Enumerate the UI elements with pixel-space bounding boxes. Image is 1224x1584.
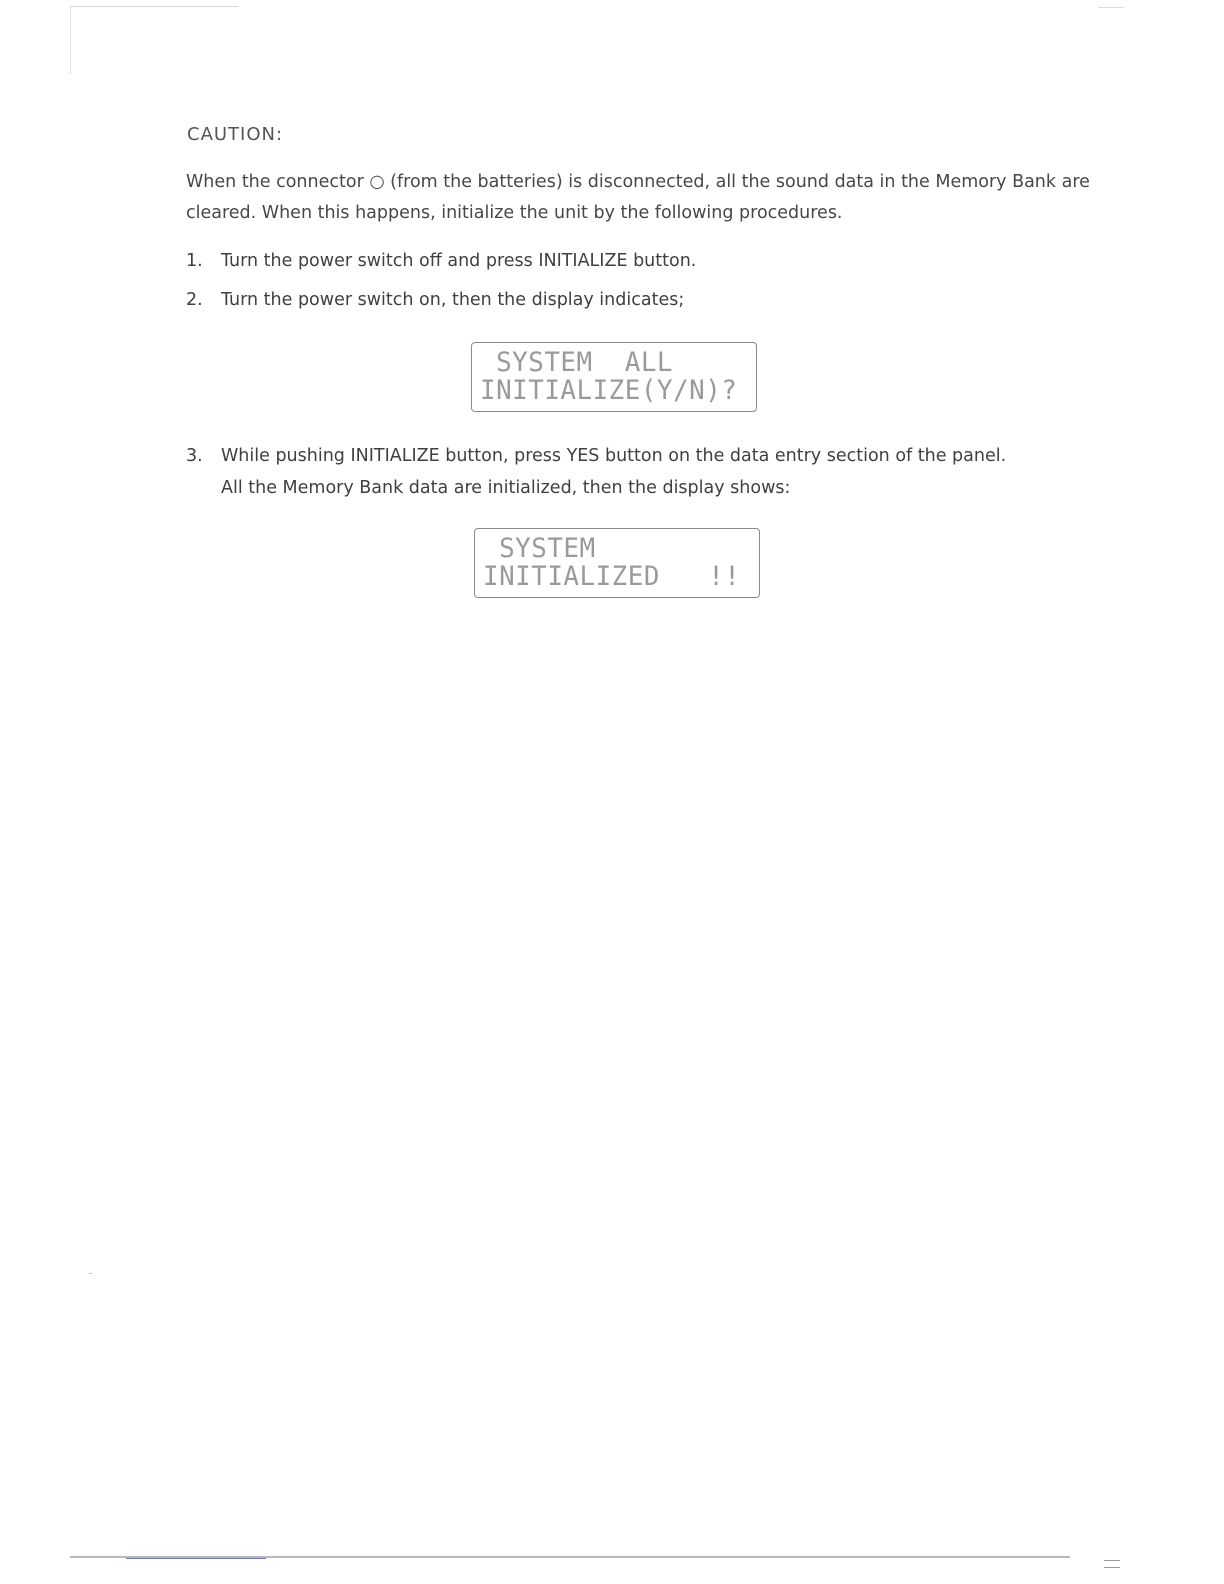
scan-edge-mark <box>1098 7 1124 8</box>
scan-speck <box>89 1273 92 1274</box>
lcd-line: SYSTEM <box>483 533 596 564</box>
scan-edge-mark <box>70 6 238 7</box>
lcd-line: INITIALIZE(Y/N)? <box>480 375 738 406</box>
caution-paragraph: When the connector ○ (from the batteries) is disconnected, all the sound data in the Memory Bank are cleared. When this happens, initialize the unit by the following procedures. <box>186 172 1090 223</box>
step-text: While pushing INITIALIZE button, press YES button on the data entry section of the panel. <box>221 446 1007 466</box>
bottom-scan-rule-accent <box>126 1558 266 1559</box>
step-number: 3. <box>186 446 203 466</box>
lcd-display <box>474 528 760 598</box>
scan-edge-mark <box>1104 1560 1120 1568</box>
lcd-line: INITIALIZED !! <box>483 561 741 592</box>
step-text: Turn the power switch on, then the display indicates; <box>221 290 685 310</box>
step-number: 1. <box>186 251 203 271</box>
lcd-line: SYSTEM ALL <box>480 347 674 378</box>
scan-edge-mark <box>70 6 71 74</box>
step-text: Turn the power switch off and press INITIALIZE button. <box>221 251 697 271</box>
lcd-display <box>471 342 757 412</box>
step-continuation: All the Memory Bank data are initialized, then the display shows: <box>221 478 791 498</box>
step-number: 2. <box>186 290 203 310</box>
caution-heading: CAUTION: <box>187 124 284 145</box>
